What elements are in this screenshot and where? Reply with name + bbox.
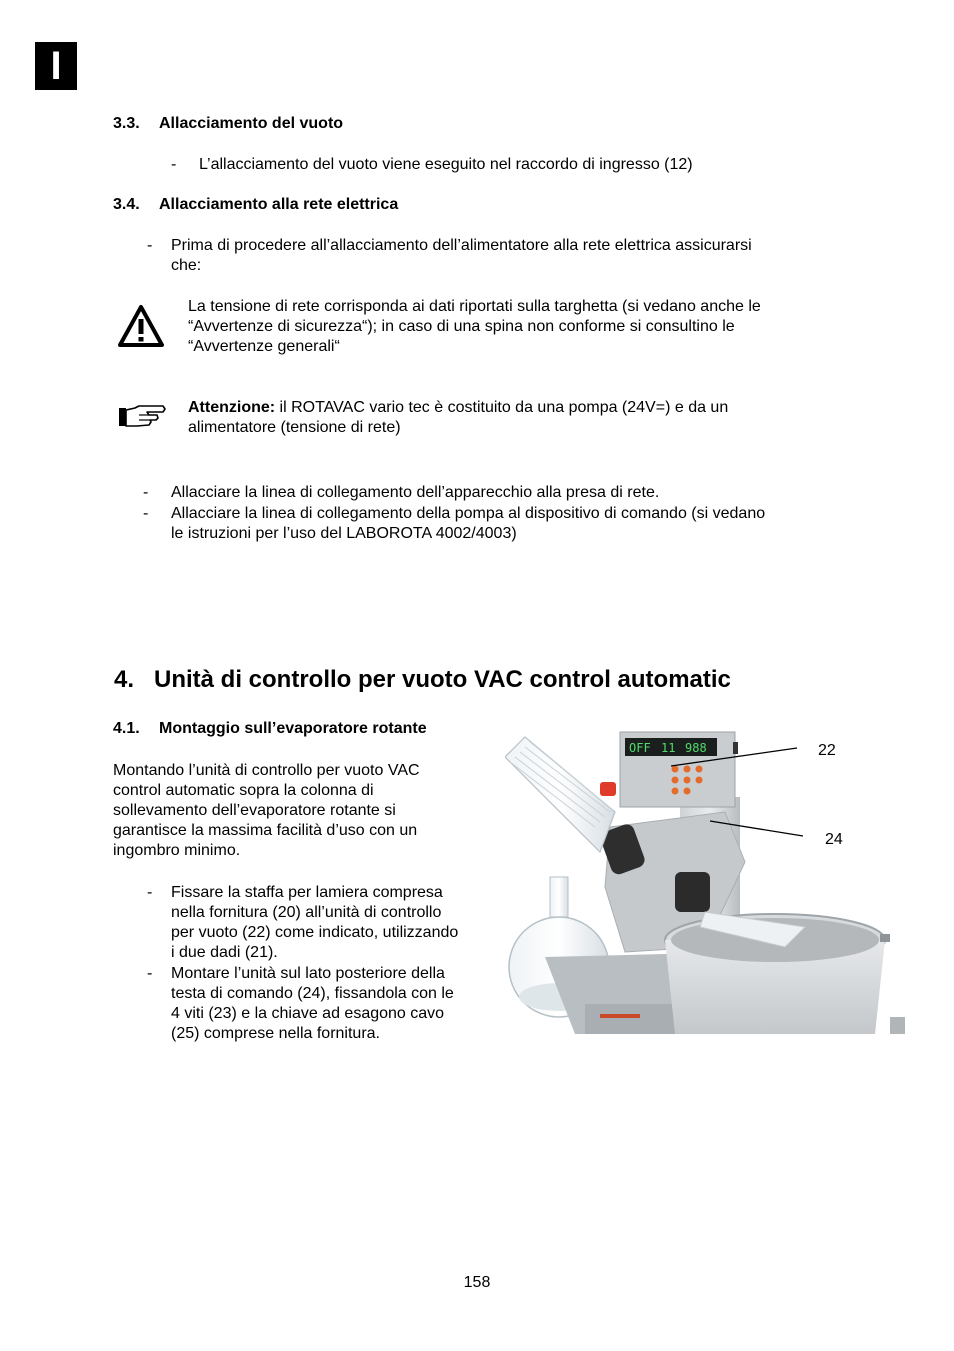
text-line: nella fornitura (20) all’unità di controllo	[171, 904, 442, 921]
bullet-text	[171, 504, 765, 544]
text-line: Prima di procedere all’allacciamento dell’alimentatore alla rete elettrica assicurarsi	[171, 237, 752, 254]
bullet-dash: -	[147, 884, 153, 901]
text-line: le istruzioni per l’uso del LABOROTA 4002/4003)	[171, 525, 517, 542]
text-line: i due dadi (21).	[171, 944, 278, 961]
callout-label-24: 24	[825, 831, 843, 848]
text-line: testa di comando (24), fissandola con le	[171, 985, 454, 1002]
note-label: Attenzione:	[188, 399, 276, 416]
text-line: ingombro minimo.	[113, 842, 241, 859]
text-line: garantisce la massima facilità d’uso con un	[113, 822, 418, 839]
section-title: Montaggio sull’evaporatore rotante	[159, 720, 427, 737]
text-line: “Avvertenze di sicurezza“); in caso di una spina non conforme si consultino le	[188, 318, 735, 335]
bullet-dash: -	[143, 484, 149, 501]
bullet-text	[171, 236, 752, 276]
bullet-dash: -	[143, 505, 149, 522]
pointing-hand-icon	[117, 404, 167, 430]
section-title: Allacciamento del vuoto	[159, 115, 344, 132]
text-line: Montare l’unità sul lato posteriore della	[171, 965, 445, 982]
page-number: 158	[463, 1274, 491, 1291]
text-line: 4 viti (23) e la chiave ad esagono cavo	[171, 1005, 445, 1022]
text-line: alimentatore (tensione di rete)	[188, 419, 401, 436]
callout-label-22: 22	[818, 742, 836, 759]
text-line: Fissare la staffa per lamiera compresa	[171, 884, 443, 901]
display-readout: 988	[685, 741, 707, 755]
bullet-text: Allacciare la linea di collegamento dell’apparecchio alla presa di rete.	[171, 484, 660, 501]
text-line: che:	[171, 257, 202, 274]
text-line: (25) comprese nella fornitura.	[171, 1025, 380, 1042]
bullet-dash: -	[147, 237, 153, 254]
section-4-1-heading	[113, 719, 427, 739]
text-line: Montando l’unità di controllo per vuoto VAC	[113, 762, 420, 779]
section-3-4-heading	[113, 195, 398, 215]
display-readout: OFF	[629, 741, 651, 755]
section-title: Allacciamento alla rete elettrica	[159, 196, 399, 213]
text-line	[188, 398, 728, 418]
rotary-evaporator-photo	[505, 712, 905, 1034]
display-readout: 11	[661, 741, 676, 755]
text-line: Allacciare la linea di collegamento della pompa al dispositivo di comando (si vedano	[171, 505, 766, 522]
text-line: per vuoto (22) come indicato, utilizzando	[171, 924, 459, 941]
bullet-text: L’allacciamento del vuoto viene eseguito nel raccordo di ingresso (12)	[199, 156, 693, 173]
section-number: 4.1.	[113, 720, 140, 737]
warning-triangle-icon	[117, 304, 165, 348]
rotary-evaporator-illustration	[505, 712, 905, 1034]
language-marker: I	[35, 42, 77, 90]
text-line: control automatic sopra la colonna di	[113, 782, 374, 799]
text-line: sollevamento dell’evaporatore rotante si	[113, 802, 396, 819]
bullet-dash: -	[147, 965, 153, 982]
section-number: 4.	[114, 666, 135, 693]
section-3-3-heading	[113, 114, 343, 134]
text-line: “Avvertenze generali“	[188, 338, 340, 355]
bullet-text	[171, 964, 454, 1044]
bullet-dash: -	[171, 156, 177, 173]
warning-text	[188, 297, 761, 357]
bullet-text	[171, 883, 458, 963]
section-number: 3.3.	[113, 115, 140, 132]
section-title: Unità di controllo per vuoto VAC control automatic	[154, 666, 731, 693]
note-text	[188, 398, 728, 438]
section-4-heading	[114, 666, 731, 694]
text-line: La tensione di rete corrisponda ai dati riportati sulla targhetta (si vedano anche le	[188, 298, 761, 315]
section-number: 3.4.	[113, 196, 140, 213]
intro-paragraph	[113, 761, 420, 861]
note-body: il ROTAVAC vario tec è costituito da una pompa (24V=) e da un	[275, 399, 729, 416]
